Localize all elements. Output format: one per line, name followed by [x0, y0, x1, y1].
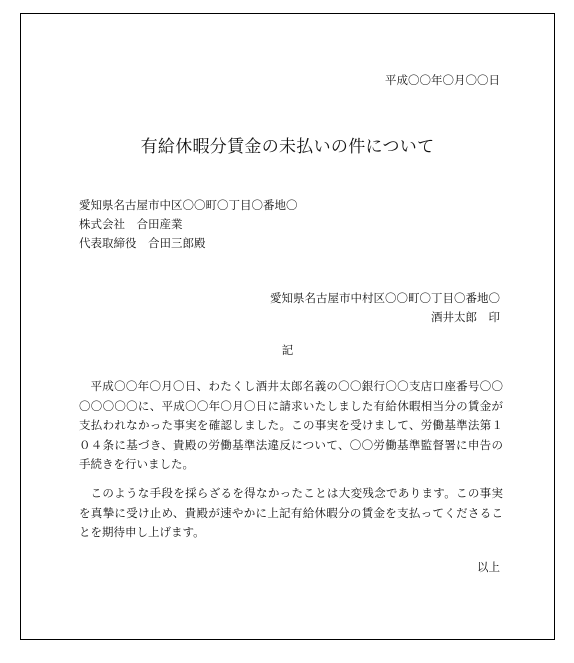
sender-name: 酒井太郎 印 [431, 310, 500, 324]
recipient-representative: 代表取締役 合田三郎殿 [79, 236, 206, 250]
document-page [20, 13, 555, 640]
letter-date: 平成〇〇年〇月〇〇日 [385, 73, 500, 87]
body-paragraph-2: このような手段を採らざるを得なかったことは大変残念であります。この事実を真摯に受け止め、貴殿が速やかに上記有給休暇分の賃金を支払ってくださることを期待申し上げます。 [79, 486, 503, 539]
body-paragraph-1: 平成〇〇年〇月〇日、わたくし酒井太郎名義の〇〇銀行〇〇支店口座番号〇〇〇〇〇〇〇に、平成〇〇年〇月〇日に請求いたしました有給休暇相当分の賃金が支払われなかった事実を確認しました。この事実を受けまして、労働基準法第１０４条に基づき、貴殿の労働基準法違反について、〇〇労働基準監督署に申告の手続きを行いました。 [79, 379, 503, 471]
recipient-block [79, 196, 298, 253]
ki-heading: 記 [281, 343, 294, 357]
sender-block [270, 289, 500, 327]
letter-title: 有給休暇分賃金の未払いの件について [140, 137, 435, 157]
recipient-company: 株式会社 合田産業 [79, 217, 183, 231]
sender-address: 愛知県名古屋市中村区〇〇町〇丁目〇番地〇 [270, 291, 500, 305]
recipient-address: 愛知県名古屋市中区〇〇町〇丁目〇番地〇 [79, 198, 298, 212]
closing-ijou: 以上 [477, 560, 500, 574]
